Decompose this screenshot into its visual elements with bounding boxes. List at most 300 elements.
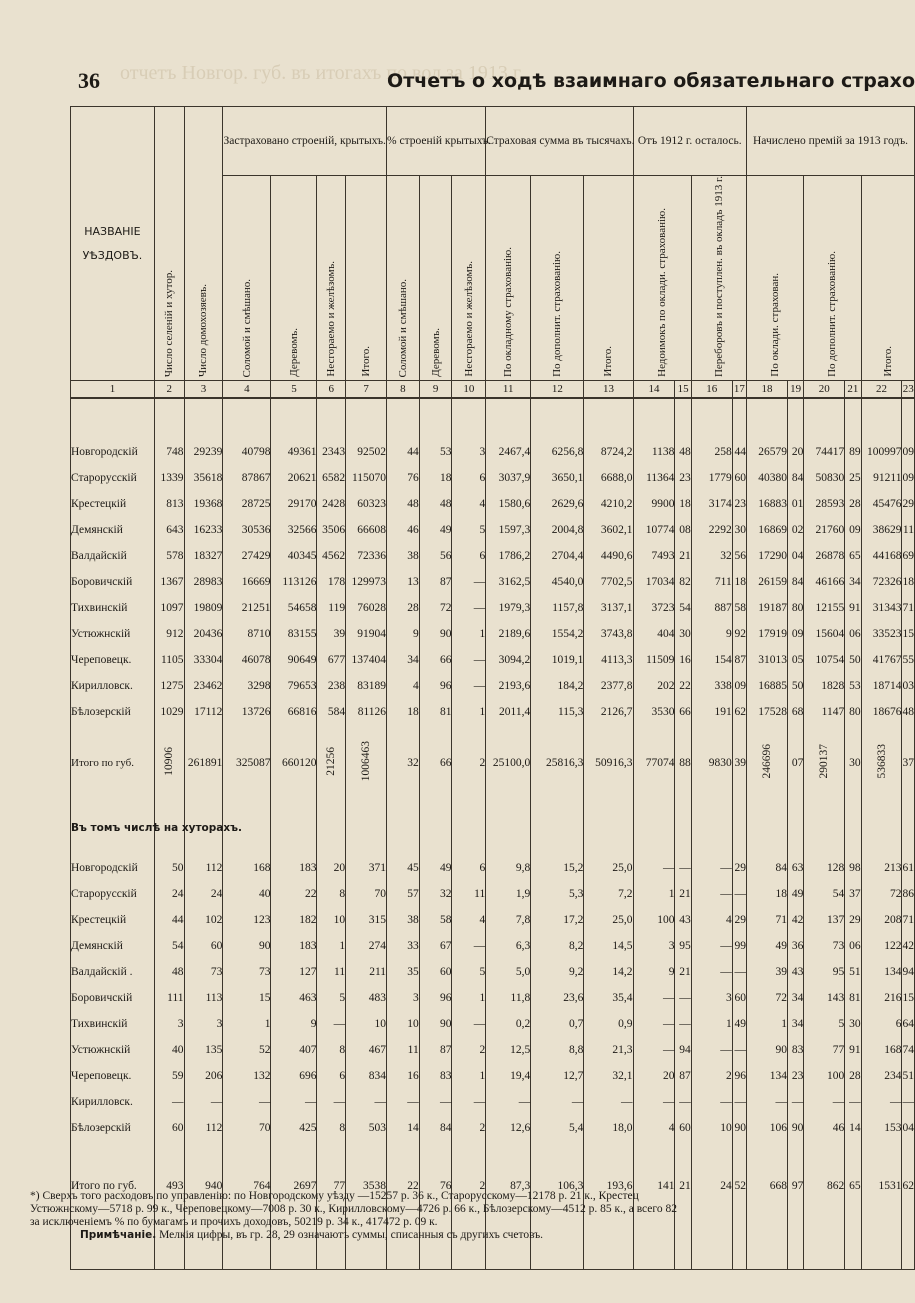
- cell-c22: 38629: [861, 517, 902, 543]
- column-number: 2: [154, 381, 184, 399]
- page-title: Отчетъ о ходѣ взаимнаго обязательнаго страхо: [387, 70, 915, 92]
- district-name: Итого по губ.: [71, 725, 155, 801]
- cell-c16: —: [691, 959, 732, 985]
- cell-c15: 22: [675, 673, 691, 699]
- cell-c19: 09: [787, 621, 803, 647]
- cell-c23: 03: [902, 673, 915, 699]
- cell-c4: 40798: [223, 439, 271, 465]
- cell-c12: 3650,1: [531, 465, 584, 491]
- cell-c4: 764: [223, 1173, 271, 1199]
- cell-c2: 493: [154, 1173, 184, 1199]
- cell-c5: 20621: [271, 465, 317, 491]
- cell-c18: 26159: [747, 569, 788, 595]
- cell-c15: —: [675, 1011, 691, 1037]
- district-name: Тихвинскій: [71, 1011, 155, 1037]
- cell-c16: —: [691, 881, 732, 907]
- cell-c14: 77074: [633, 725, 675, 801]
- cell-c21: 65: [845, 543, 861, 569]
- cell-value: 10906: [163, 747, 176, 776]
- district-name: Череповецк.: [71, 1063, 155, 1089]
- column-number: 22: [861, 381, 902, 399]
- cell-c8: 18: [387, 699, 420, 725]
- cell-c16: 3174: [691, 491, 732, 517]
- cell-c11: 2189,6: [486, 621, 531, 647]
- column-number: 19: [787, 381, 803, 399]
- cell-c9: 90: [419, 621, 452, 647]
- district-name: Тихвинскій: [71, 595, 155, 621]
- cell-c12: 8,8: [531, 1037, 584, 1063]
- cell-c16: —: [691, 1037, 732, 1063]
- cell-c21: 34: [845, 569, 861, 595]
- cell-c6: 1: [317, 933, 346, 959]
- cell-c12: 8,2: [531, 933, 584, 959]
- table-row: [71, 1037, 915, 1063]
- cell-c7: 137404: [346, 647, 387, 673]
- group-head-1912: Отъ 1912 г. осталось.: [633, 107, 747, 176]
- table-row: [71, 465, 915, 491]
- cell-c3: 113: [184, 985, 223, 1011]
- cell-c6: 20: [317, 855, 346, 881]
- cell-c13: 3137,1: [584, 595, 633, 621]
- cell-c23: 09: [902, 439, 915, 465]
- cell-c5: 90649: [271, 647, 317, 673]
- cell-c14: 11364: [633, 465, 675, 491]
- column-number: 8: [387, 381, 420, 399]
- cell-c5: —: [271, 1089, 317, 1115]
- cell-c16: 2292: [691, 517, 732, 543]
- cell-c10: 5: [452, 959, 486, 985]
- col-head-sum-salary: По окладному страхованію.: [486, 176, 531, 381]
- cell-c4: 52: [223, 1037, 271, 1063]
- cell-c13: 3743,8: [584, 621, 633, 647]
- cell-c19: 04: [787, 543, 803, 569]
- cell-c14: 9: [633, 959, 675, 985]
- cell-c3: —: [184, 1089, 223, 1115]
- cell-c21: 06: [845, 933, 861, 959]
- cell-c22: 134: [861, 959, 902, 985]
- cell-c22: 18714: [861, 673, 902, 699]
- district-name: Демянскій: [71, 517, 155, 543]
- cell-c11: 5,0: [486, 959, 531, 985]
- cell-c9: 56: [419, 543, 452, 569]
- cell-c11: 12,6: [486, 1115, 531, 1141]
- cell-c14: —: [633, 985, 675, 1011]
- cell-c22: 168: [861, 1037, 902, 1063]
- cell-c20: 46: [804, 1115, 845, 1141]
- cell-c15: 21: [675, 959, 691, 985]
- cell-c7: 72336: [346, 543, 387, 569]
- cell-c19: 80: [787, 595, 803, 621]
- cell-c9: 66: [419, 725, 452, 801]
- column-number: 16: [691, 381, 732, 399]
- district-name: Устюжнскій: [71, 621, 155, 647]
- column-number: 10: [452, 381, 486, 399]
- cell-c9: 32: [419, 881, 452, 907]
- cell-c5: 463: [271, 985, 317, 1011]
- cell-c14: 1138: [633, 439, 675, 465]
- cell-c4: 15: [223, 985, 271, 1011]
- table-row: [71, 855, 915, 881]
- cell-c22: 72: [861, 881, 902, 907]
- cell-c18: 17290: [747, 543, 788, 569]
- cell-c6: 677: [317, 647, 346, 673]
- cell-c2: 50: [154, 855, 184, 881]
- cell-c15: 21: [675, 1173, 691, 1199]
- cell-c8: 44: [387, 439, 420, 465]
- cell-c22: 208: [861, 907, 902, 933]
- cell-c6: 10: [317, 907, 346, 933]
- column-number: 7: [346, 381, 387, 399]
- cell-c22: 33523: [861, 621, 902, 647]
- col-head-pct-wood: Деревомъ.: [419, 176, 452, 381]
- table-row: [71, 881, 915, 907]
- column-number: 4: [223, 381, 271, 399]
- cell-c10: —: [452, 933, 486, 959]
- cell-c20: 21760: [804, 517, 845, 543]
- cell-c12: 2004,8: [531, 517, 584, 543]
- column-number: 11: [486, 381, 531, 399]
- cell-c3: 33304: [184, 647, 223, 673]
- cell-c10: —: [452, 1089, 486, 1115]
- cell-c19: 49: [787, 881, 803, 907]
- cell-c23: 15: [902, 621, 915, 647]
- cell-c13: 4490,6: [584, 543, 633, 569]
- cell-c8: 4: [387, 673, 420, 699]
- group-head-percent: % строеній крытыхъ.: [387, 107, 486, 176]
- district-name: Боровичскій: [71, 569, 155, 595]
- cell-c16: 10: [691, 1115, 732, 1141]
- cell-c15: 30: [675, 621, 691, 647]
- cell-c5: 660120: [271, 725, 317, 801]
- cell-c6: 119: [317, 595, 346, 621]
- cell-c7: 76028: [346, 595, 387, 621]
- cell-c10: 2: [452, 725, 486, 801]
- cell-c6: 2428: [317, 491, 346, 517]
- cell-c18: [747, 725, 788, 801]
- cell-value: 290137: [818, 744, 831, 779]
- cell-c3: 29239: [184, 439, 223, 465]
- cell-c10: 1: [452, 621, 486, 647]
- footnote-line: *) Сверхъ того расходовъ по управленію: по Новгородскому уѣзду —15257 р. 36 к., Старорусскому—12178 р. 21 к., Крестец: [30, 1190, 639, 1202]
- cell-c12: 15,2: [531, 855, 584, 881]
- cell-c10: 4: [452, 907, 486, 933]
- cell-c2: 48: [154, 959, 184, 985]
- cell-c12: 115,3: [531, 699, 584, 725]
- group-head-sum: Страховая сумма въ тысячахъ.: [486, 107, 633, 176]
- cell-c8: 28: [387, 595, 420, 621]
- cell-c3: 28983: [184, 569, 223, 595]
- cell-c16: 154: [691, 647, 732, 673]
- district-name: Демянскій: [71, 933, 155, 959]
- cell-c13: 2377,8: [584, 673, 633, 699]
- cell-c7: 115070: [346, 465, 387, 491]
- table-row: [71, 569, 915, 595]
- cell-c4: 90: [223, 933, 271, 959]
- col-head-pct-iron: Несгораемо и желѣзомъ.: [452, 176, 486, 381]
- column-number: 1: [71, 381, 155, 399]
- cell-c16: 2: [691, 1063, 732, 1089]
- cell-c5: 83155: [271, 621, 317, 647]
- cell-c23: 51: [902, 1063, 915, 1089]
- cell-c4: 27429: [223, 543, 271, 569]
- cell-c12: —: [531, 1089, 584, 1115]
- cell-c2: 1097: [154, 595, 184, 621]
- cell-c12: 2629,6: [531, 491, 584, 517]
- cell-c18: 1: [747, 1011, 788, 1037]
- cell-c4: 13726: [223, 699, 271, 725]
- cell-value: 536833: [875, 744, 888, 779]
- cell-c22: —: [861, 1089, 902, 1115]
- cell-c8: 57: [387, 881, 420, 907]
- cell-c9: 96: [419, 673, 452, 699]
- district-name: Бѣлозерскій: [71, 699, 155, 725]
- cell-c23: 62: [902, 1173, 915, 1199]
- cell-c18: 134: [747, 1063, 788, 1089]
- cell-c14: 4: [633, 1115, 675, 1141]
- cell-c18: 31013: [747, 647, 788, 673]
- cell-c13: 14,2: [584, 959, 633, 985]
- cell-c10: 4: [452, 491, 486, 517]
- cell-c17: 39: [732, 725, 746, 801]
- table-row: [71, 725, 915, 801]
- cell-c19: 23: [787, 1063, 803, 1089]
- cell-c21: 37: [845, 881, 861, 907]
- cell-c2: 643: [154, 517, 184, 543]
- cell-c17: 87: [732, 647, 746, 673]
- cell-c7: 503: [346, 1115, 387, 1141]
- insurance-table: [70, 106, 915, 1270]
- cell-c6: 8: [317, 1115, 346, 1141]
- cell-c14: 3: [633, 933, 675, 959]
- cell-c16: 24: [691, 1173, 732, 1199]
- column-number: 18: [747, 381, 788, 399]
- cell-c7: —: [346, 1089, 387, 1115]
- cell-c21: 25: [845, 465, 861, 491]
- cell-c8: 48: [387, 491, 420, 517]
- cell-c12: 1157,8: [531, 595, 584, 621]
- column-number: 20: [804, 381, 845, 399]
- cell-c17: 60: [732, 985, 746, 1011]
- table-row: [71, 543, 915, 569]
- cell-c13: 6688,0: [584, 465, 633, 491]
- cell-c19: 42: [787, 907, 803, 933]
- cell-c23: 37: [902, 725, 915, 801]
- cell-c16: 711: [691, 569, 732, 595]
- column-number: 15: [675, 381, 691, 399]
- cell-c21: 28: [845, 491, 861, 517]
- cell-c16: 32: [691, 543, 732, 569]
- cell-c20: 12155: [804, 595, 845, 621]
- cell-c5: 2697: [271, 1173, 317, 1199]
- cell-c7: 371: [346, 855, 387, 881]
- cell-c22: 31343: [861, 595, 902, 621]
- cell-c21: 91: [845, 1037, 861, 1063]
- cell-c19: 36: [787, 933, 803, 959]
- cell-c23: 74: [902, 1037, 915, 1063]
- cell-c11: 3162,5: [486, 569, 531, 595]
- cell-c21: 30: [845, 1011, 861, 1037]
- cell-c17: 56: [732, 543, 746, 569]
- district-name: Устюжнскій: [71, 1037, 155, 1063]
- cell-c6: 178: [317, 569, 346, 595]
- cell-c15: 54: [675, 595, 691, 621]
- column-number-row: [71, 381, 915, 399]
- cell-c17: 30: [732, 517, 746, 543]
- cell-c18: 668: [747, 1173, 788, 1199]
- district-name: Кирилловск.: [71, 1089, 155, 1115]
- cell-c13: 21,3: [584, 1037, 633, 1063]
- district-name: Итого по губ.: [71, 1173, 155, 1199]
- cell-c19: 68: [787, 699, 803, 725]
- district-name: Крестецкій: [71, 491, 155, 517]
- cell-c19: 34: [787, 1011, 803, 1037]
- cell-c19: 90: [787, 1115, 803, 1141]
- cell-c21: 53: [845, 673, 861, 699]
- cell-c19: 34: [787, 985, 803, 1011]
- column-number: 13: [584, 381, 633, 399]
- cell-c6: 39: [317, 621, 346, 647]
- cell-c12: 17,2: [531, 907, 584, 933]
- cell-c6: —: [317, 1011, 346, 1037]
- cell-c18: 71: [747, 907, 788, 933]
- cell-c10: 2: [452, 1173, 486, 1199]
- bleed-through-text: отчетъ Новгор. губ. въ итогахъ по вол за 1913 г.: [120, 62, 524, 84]
- cell-c20: 128: [804, 855, 845, 881]
- cell-c17: 23: [732, 491, 746, 517]
- cell-c18: 17919: [747, 621, 788, 647]
- cell-c11: 2011,4: [486, 699, 531, 725]
- note-label: Примѣчаніе.: [80, 1229, 157, 1241]
- cell-c5: 66816: [271, 699, 317, 725]
- cell-c15: 21: [675, 543, 691, 569]
- cell-c23: 55: [902, 647, 915, 673]
- cell-c8: —: [387, 1089, 420, 1115]
- cell-c4: 16669: [223, 569, 271, 595]
- cell-value: 1006463: [360, 741, 373, 782]
- cell-c19: 05: [787, 647, 803, 673]
- cell-c13: 4113,3: [584, 647, 633, 673]
- cell-c6: 6582: [317, 465, 346, 491]
- cell-c5: 79653: [271, 673, 317, 699]
- cell-c4: 132: [223, 1063, 271, 1089]
- cell-c13: —: [584, 1089, 633, 1115]
- cell-c10: 6: [452, 855, 486, 881]
- cell-c11: 1786,2: [486, 543, 531, 569]
- table-row: [71, 439, 915, 465]
- cell-c14: 3723: [633, 595, 675, 621]
- cell-c3: 35618: [184, 465, 223, 491]
- cell-c5: 22: [271, 881, 317, 907]
- cell-c9: —: [419, 1089, 452, 1115]
- cell-c13: 4210,2: [584, 491, 633, 517]
- cell-c6: 8: [317, 1037, 346, 1063]
- cell-c20: 54: [804, 881, 845, 907]
- cell-c8: 13: [387, 569, 420, 595]
- cell-c3: 73: [184, 959, 223, 985]
- cell-c20: 5: [804, 1011, 845, 1037]
- cell-c15: —: [675, 1089, 691, 1115]
- cell-c16: —: [691, 855, 732, 881]
- cell-c17: —: [732, 959, 746, 985]
- cell-c21: 98: [845, 855, 861, 881]
- cell-c18: 40380: [747, 465, 788, 491]
- cell-c18: —: [747, 1089, 788, 1115]
- cell-c2: 1105: [154, 647, 184, 673]
- cell-c3: 60: [184, 933, 223, 959]
- cell-c6: 238: [317, 673, 346, 699]
- cell-value: 21256: [325, 747, 338, 776]
- cell-c11: 25100,0: [486, 725, 531, 801]
- table-row: [71, 647, 915, 673]
- cell-c14: 7493: [633, 543, 675, 569]
- cell-c15: —: [675, 855, 691, 881]
- cell-c11: 7,8: [486, 907, 531, 933]
- col-head-total: Итого.: [346, 176, 387, 381]
- cell-c21: 09: [845, 517, 861, 543]
- cell-c23: 94: [902, 959, 915, 985]
- column-number: 14: [633, 381, 675, 399]
- cell-c3: 19368: [184, 491, 223, 517]
- cell-c17: 62: [732, 699, 746, 725]
- cell-c12: 5,3: [531, 881, 584, 907]
- cell-c5: 49361: [271, 439, 317, 465]
- cell-c9: 96: [419, 985, 452, 1011]
- cell-c23: 86: [902, 881, 915, 907]
- cell-c16: 4: [691, 907, 732, 933]
- cell-c13: 35,4: [584, 985, 633, 1011]
- cell-c9: 72: [419, 595, 452, 621]
- cell-c9: 49: [419, 517, 452, 543]
- col-head-straw: Соломой и смѣшано.: [223, 176, 271, 381]
- cell-c8: 14: [387, 1115, 420, 1141]
- cell-c15: 66: [675, 699, 691, 725]
- cell-c2: 3: [154, 1011, 184, 1037]
- cell-c15: 87: [675, 1063, 691, 1089]
- column-number: 12: [531, 381, 584, 399]
- cell-c13: 18,0: [584, 1115, 633, 1141]
- cell-c4: 28725: [223, 491, 271, 517]
- col-head-households: Число домохозяевъ.: [184, 107, 223, 381]
- cell-c2: 59: [154, 1063, 184, 1089]
- cell-c10: —: [452, 569, 486, 595]
- cell-c5: 182: [271, 907, 317, 933]
- cell-c8: 45: [387, 855, 420, 881]
- district-name: Кирилловск.: [71, 673, 155, 699]
- cell-c11: 3094,2: [486, 647, 531, 673]
- cell-c2: 44: [154, 907, 184, 933]
- cell-c3: 206: [184, 1063, 223, 1089]
- cell-c4: 1: [223, 1011, 271, 1037]
- cell-c19: 01: [787, 491, 803, 517]
- note-text: Мелкія цифры, въ гр. 28, 29 означаютъ суммы, списанныя съ другихъ счетовъ.: [156, 1229, 544, 1241]
- cell-c23: 61: [902, 855, 915, 881]
- cell-c11: 2467,4: [486, 439, 531, 465]
- cell-c13: 2126,7: [584, 699, 633, 725]
- cell-c3: 3: [184, 1011, 223, 1037]
- district-name: Старорусскій: [71, 465, 155, 491]
- cell-c3: 17112: [184, 699, 223, 725]
- district-name: Череповецк.: [71, 647, 155, 673]
- cell-c7: 60323: [346, 491, 387, 517]
- cell-c7: 81126: [346, 699, 387, 725]
- cell-c3: 940: [184, 1173, 223, 1199]
- cell-c2: 813: [154, 491, 184, 517]
- page-number: 36: [78, 68, 100, 93]
- cell-c11: 1580,6: [486, 491, 531, 517]
- cell-c18: 72: [747, 985, 788, 1011]
- cell-c2: 1275: [154, 673, 184, 699]
- cell-c19: 84: [787, 569, 803, 595]
